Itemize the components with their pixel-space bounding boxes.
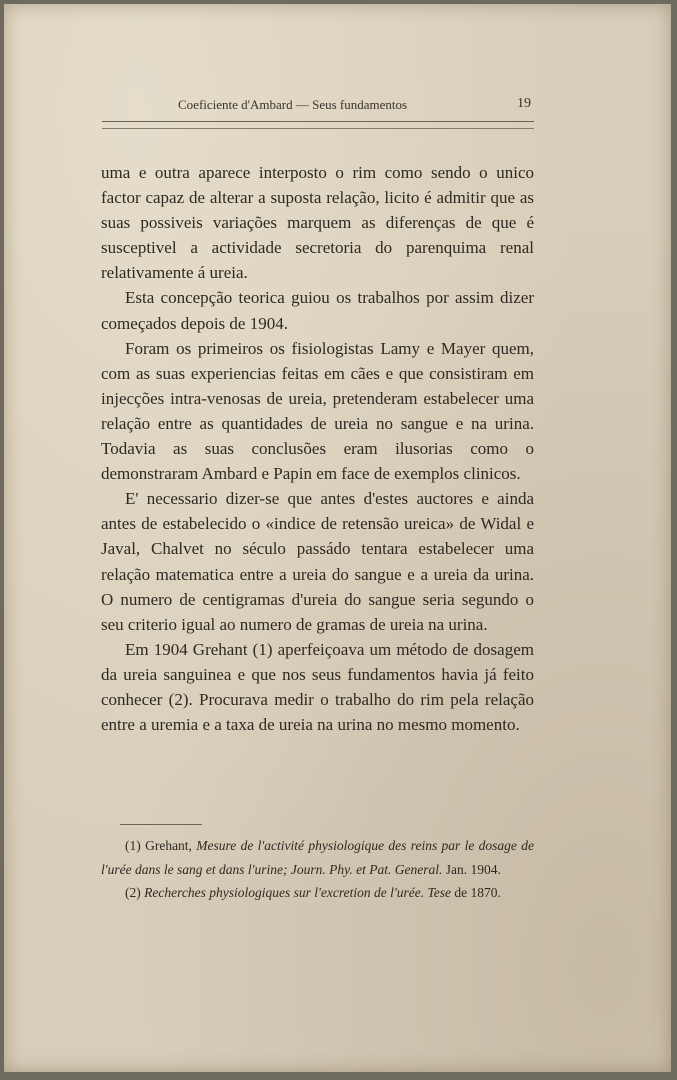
footnotes: [101, 834, 534, 905]
footnote-rule: [120, 824, 202, 825]
paragraph: uma e outra aparece interposto o rim como sendo o unico factor capaz de alterar a suposta relação, licito é admitir que as suas possiveis variações marquem as diferenças de que é susceptivel a actividade secretoria do parenquima renal relativamente á ureia.: [101, 163, 534, 283]
footnote-author: Grehant,: [145, 838, 192, 853]
footnote-marker: (2): [125, 885, 141, 900]
book-page: [4, 4, 671, 1072]
running-title: Coeficiente d'Ambard — Seus fundamentos: [178, 97, 408, 112]
page-number: 19: [517, 96, 531, 111]
footnote-date: de 1870.: [454, 885, 501, 900]
footnote-marker: (1): [125, 838, 141, 853]
page-header: [4, 94, 671, 118]
paragraph: E' necessario dizer-se que antes d'estes auctores e ainda antes de estabelecido o «indice de retensão ureica» de Widal e Javal, Chalvet no século passádo tentara estabelecer uma relação matematica entre a ureia do sangue e a ureia da urina. O numero de centigramas d'ureia do sangue seria segundo o seu criterio igual ao numero de gramas de ureia na urina.: [101, 489, 534, 634]
header-rule: [102, 121, 534, 122]
paragraph: Esta concepção teorica guiou os trabalhos por assim dizer começados depois de 1904.: [101, 288, 534, 333]
body-text: [101, 160, 534, 737]
footnote-date: Jan. 1904.: [445, 861, 501, 877]
footnote-title: Mesure de l'activité physiologique des reins par le dosage de l'urée dans le sang et dans l'urine; Journ. Phy. et Pat. General.: [101, 838, 534, 877]
footnote: [101, 834, 534, 881]
header-rule-secondary: [102, 128, 534, 129]
footnote-title: Recherches physiologiques sur l'excretion de l'urée. Tese: [144, 885, 451, 900]
footnote: [101, 881, 534, 905]
paragraph: Em 1904 Grehant (1) aperfeiçoava um método de dosagem da ureia sanguinea e que nos seus fundamentos havia já feito conhecer (2). Procurava medir o trabalho do rim pela relação entre a uremia e a taxa de ureia na urina no mesmo momento.: [101, 639, 534, 735]
paragraph: Foram os primeiros os fisiologistas Lamy e Mayer quem, com as suas experiencias feitas em cães e que consistiram em injecções intra-venosas de ureia, pretenderam estabelecer uma relação entre as quantidades de ureia no sangue e na urina. Todavia as suas conclusões eram ilusorias como o demonstraram Ambard e Papin em face de exemplos clinicos.: [101, 338, 534, 484]
